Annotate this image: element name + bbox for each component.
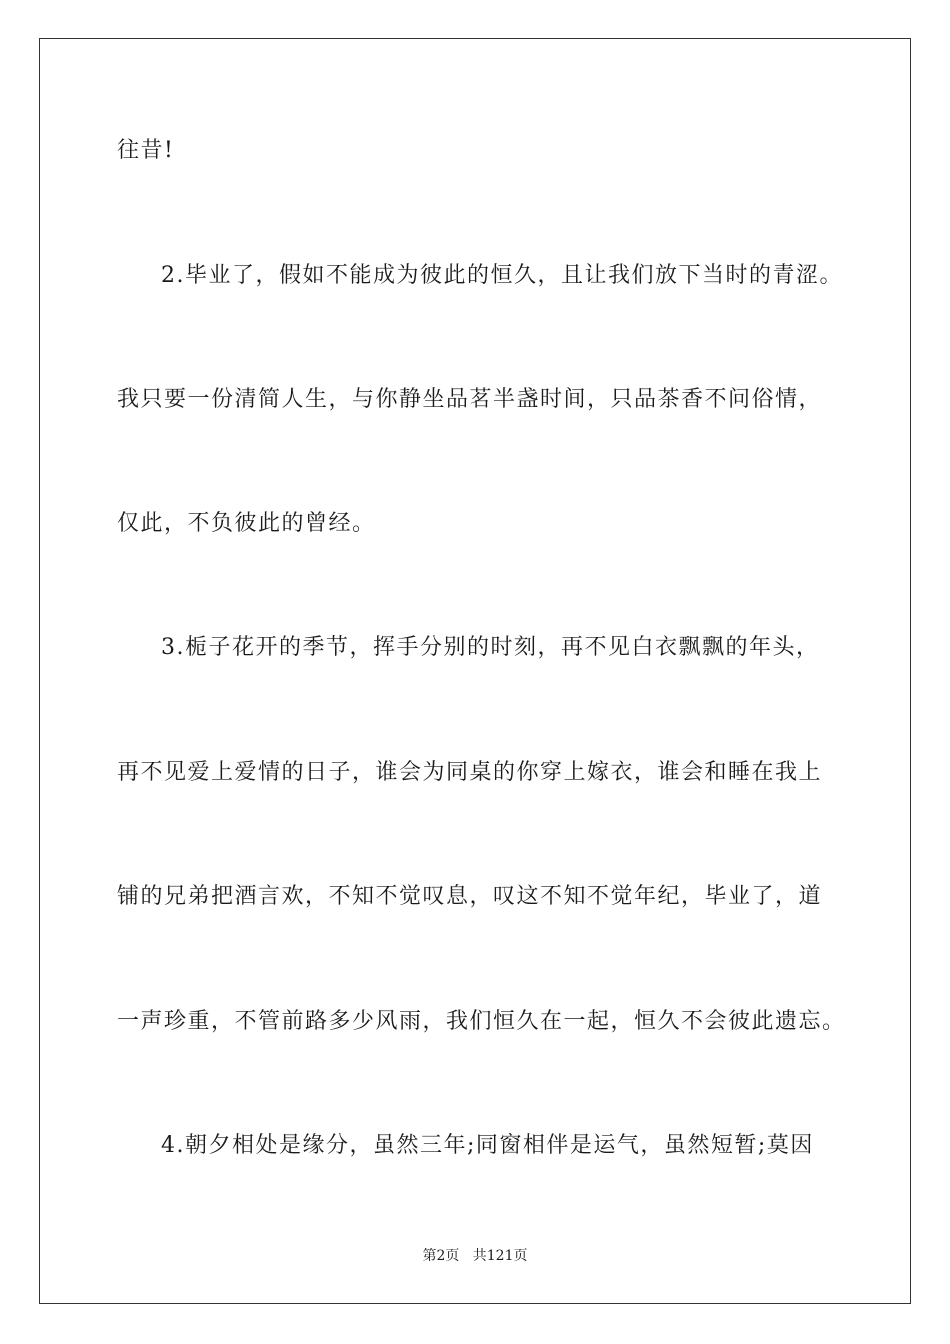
text-line-7: 铺的兄弟把酒言欢，不知不觉叹息，叹这不知不觉年纪，毕业了，道 [117, 884, 823, 909]
page-number-footer: 第2页 共121页 [422, 1248, 528, 1264]
text-line-6: 再不见爱上爱情的日子，谁会为同桌的你穿上嫁衣，谁会和睡在我上 [117, 760, 823, 785]
text-line-4: 仅此，不负彼此的曾经。 [117, 511, 376, 536]
text-line-1: 往昔! [117, 138, 175, 163]
page-frame [39, 38, 911, 1304]
text-line-9: 4.朝夕相处是缘分，虽然三年;同窗相伴是运气，虽然短暂;莫因 [161, 1133, 814, 1158]
text-line-8: 一声珍重，不管前路多少风雨，我们恒久在一起，恒久不会彼此遗忘。 [117, 1009, 846, 1034]
text-line-2: 2.毕业了，假如不能成为彼此的恒久，且让我们放下当时的青涩。 [161, 263, 843, 288]
text-line-3: 我只要一份清简人生，与你静坐品茗半盏时间，只品茶香不问俗情， [117, 387, 823, 412]
text-line-5: 3.栀子花开的季节，挥手分别的时刻，再不见白衣飘飘的年头， [161, 635, 820, 660]
